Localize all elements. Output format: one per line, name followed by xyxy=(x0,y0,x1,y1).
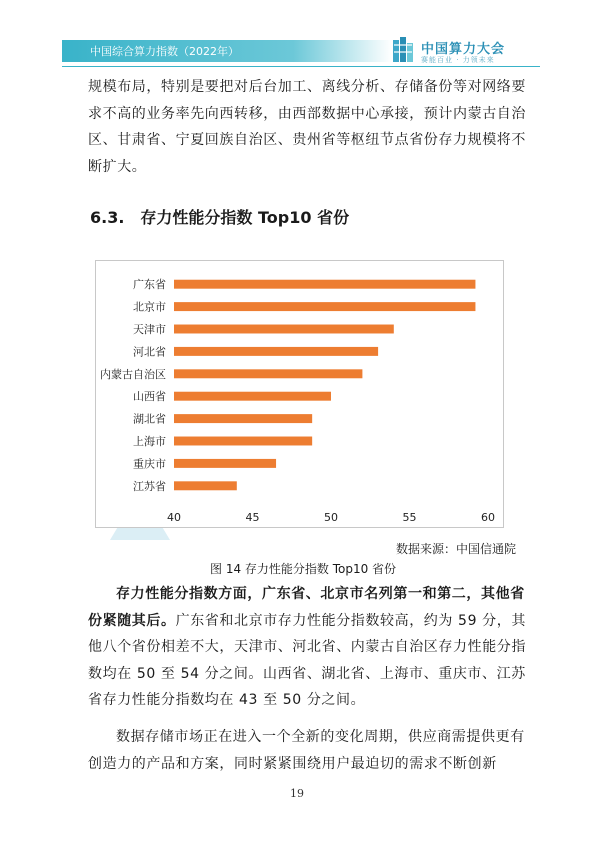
bar xyxy=(174,392,331,401)
section-heading xyxy=(90,205,349,228)
section-number: 6.3. xyxy=(90,208,125,227)
intro-paragraph: 规模布局，特别是要把对后台加工、离线分析、存储备份等对网络要求不高的业务率先向西转移，由西部数据中心承接，预计内蒙古自治区、甘肃省、宁夏回族自治区、贵州省等枢纽节点省份存力规模将不断扩大。 xyxy=(88,79,526,175)
y-tick-label: 内蒙古自治区 xyxy=(100,367,166,381)
bar-chart xyxy=(95,260,504,528)
bar xyxy=(174,481,237,490)
y-tick-label: 上海市 xyxy=(133,435,166,448)
y-tick-label: 天津市 xyxy=(133,323,166,336)
data-source-note: 数据来源：中国信通院 xyxy=(396,542,517,556)
header-divider xyxy=(62,66,540,67)
bar xyxy=(174,325,394,334)
y-tick-label: 北京市 xyxy=(133,300,166,314)
logo-name: 中国算力大会 xyxy=(421,42,506,57)
bar xyxy=(174,302,475,311)
logo-slogan: 赛能百业 · 力领未来 xyxy=(421,56,495,64)
bar xyxy=(174,347,378,356)
y-tick-label: 湖北省 xyxy=(133,412,166,426)
x-tick-label: 50 xyxy=(324,511,338,524)
analysis-lead-bold: 存力性能分指数方面，广东省、北京市名列第一和第二，其他省份紧随其后。 xyxy=(88,586,525,629)
bar xyxy=(174,280,475,289)
y-tick-label: 广东省 xyxy=(133,278,166,292)
section-title-text: 存力性能分指数 Top10 省份 xyxy=(140,208,350,227)
analysis-paragraph xyxy=(88,581,536,714)
document-title: 中国综合算力指数（2022年） xyxy=(90,45,239,58)
x-tick-label: 40 xyxy=(167,511,181,524)
y-tick-label: 江苏省 xyxy=(133,479,166,493)
bar xyxy=(174,414,312,423)
analysis-body: 广东省和北京市存力性能分指数较高，约为 59 分，其他八个省份相差不大，天津市、河北省、内蒙古自治区存力性能分指数均在 50 至 54 分之间。山西省、湖北省、上海市、重庆市、江苏省存力性能分指数均在 43 至 50 分之间。 xyxy=(88,612,526,708)
y-tick-label: 河北省 xyxy=(133,345,166,359)
figure-caption: 图 14 存力性能分指数 Top10 省份 xyxy=(210,562,397,576)
x-tick-label: 55 xyxy=(402,511,417,524)
bar xyxy=(174,459,276,468)
y-tick-label: 山西省 xyxy=(133,390,166,404)
page-number: 19 xyxy=(290,787,304,800)
conference-logo-icon xyxy=(392,36,414,64)
y-tick-label: 重庆市 xyxy=(133,457,166,471)
x-tick-label: 60 xyxy=(481,511,495,524)
bar xyxy=(174,369,362,378)
bar xyxy=(174,437,312,446)
market-paragraph: 数据存储市场正在进入一个全新的变化周期，供应商需提供更有创造力的产品和方案，同时紧紧围绕用户最迫切的需求不断创新 xyxy=(88,729,525,772)
bar-chart-plot xyxy=(96,261,503,527)
x-tick-label: 45 xyxy=(245,511,260,524)
